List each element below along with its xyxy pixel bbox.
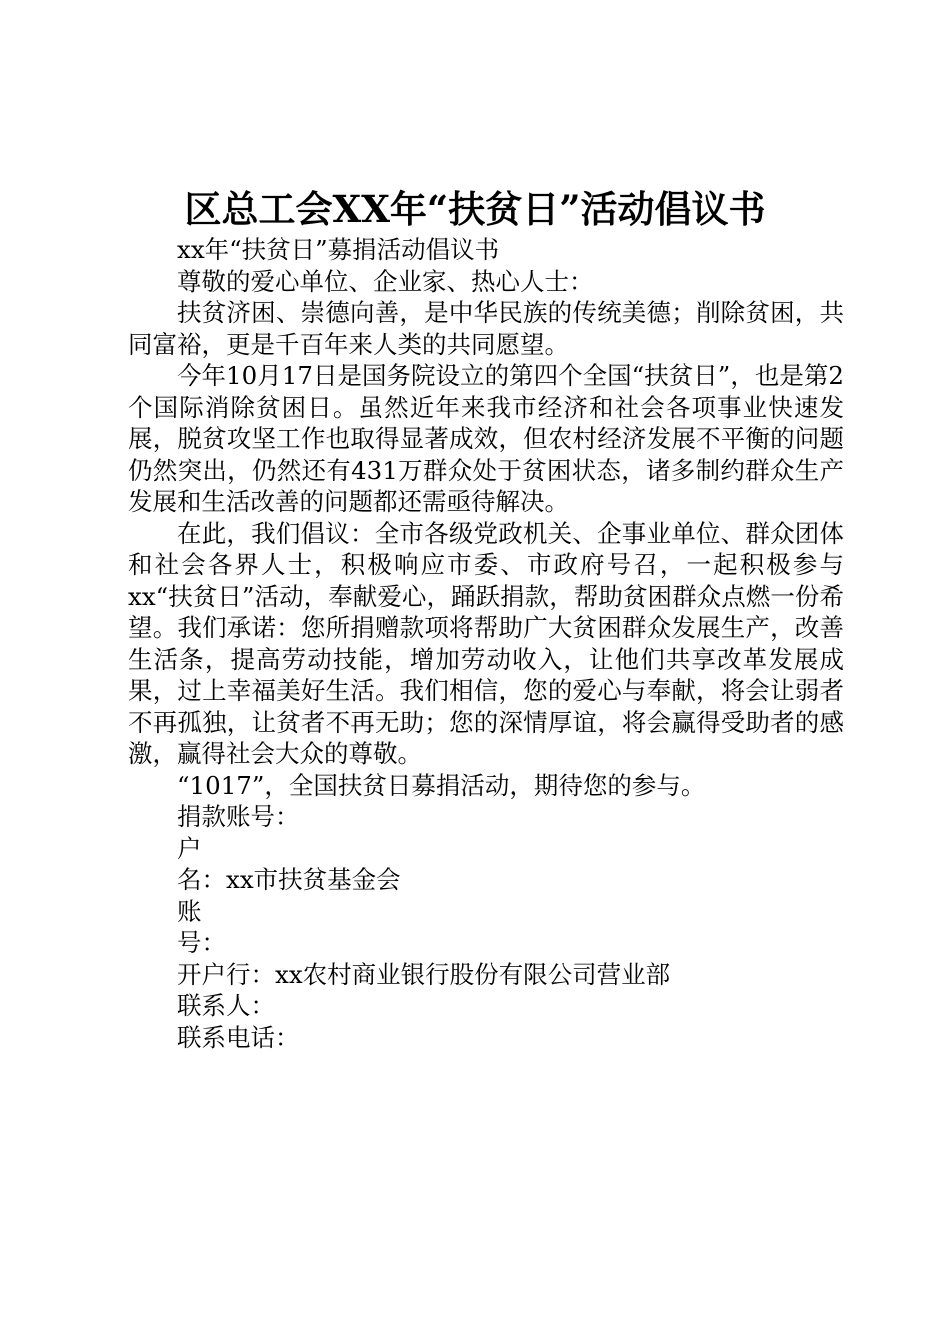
document-title: 区总工会XX年“扶贫日”活动倡议书 — [184, 187, 766, 231]
donation-heading: 捐款账号： — [177, 802, 300, 831]
contact-person: 联系人： — [177, 991, 275, 1020]
contact-phone: 联系电话： — [177, 1022, 300, 1052]
account-name-label: 户 — [177, 833, 202, 863]
account-number-label: 账 — [177, 896, 202, 926]
account-number: 号： — [177, 928, 226, 957]
paragraph-2: 今年10月17日是国务院设立的第四个全国“扶贫日”，也是第2个国际消除贫困日。虽然近年来我市经济和社会各项事业快速发展，脱贫攻坚工作也取得显著成效，但农村经济发展不平衡的问题仍然突出，仍然还有431万群众处于贫困状态，诸多制约群众生产发展和生活改善的问题都还需亟待解决。 — [128, 361, 844, 516]
paragraph-1: 扶贫济困、崇德向善，是中华民族的传统美德；削除贫困，共同富裕，更是千百年来人类的共同愿望。 — [128, 298, 844, 359]
account-name: 名：xx市扶贫基金会 — [177, 865, 401, 894]
document-body — [128, 234, 844, 1053]
bank-name: 开户行：xx农村商业银行股份有限公司营业部 — [177, 959, 671, 989]
salutation: 尊敬的爱心单位、企业家、热心人士： — [177, 266, 594, 296]
document-subtitle: xx年“扶贫日”募捐活动倡议书 — [177, 235, 500, 264]
paragraph-4: “1017”，全国扶贫日募捐活动，期待您的参与。 — [177, 770, 706, 800]
paragraph-3: 在此，我们倡议：全市各级党政机关、企事业单位、群众团体和社会各界人士，积极响应市委、市政府号召，一起积极参与xx“扶贫日”活动，奉献爱心，踊跃捐款，帮助贫困群众点燃一份希望。我们承诺：您所捐赠款项将帮助广大贫困群众发展生产，改善生活条，提高劳动技能，增加劳动收入，让他们共享改革发展成果，过上幸福美好生活。我们相信，您的爱心与奉献，将会让弱者不再孤独，让贫者不再无助；您的深情厚谊，将会赢得受助者的感激，赢得社会大众的尊敬。 — [128, 518, 844, 768]
